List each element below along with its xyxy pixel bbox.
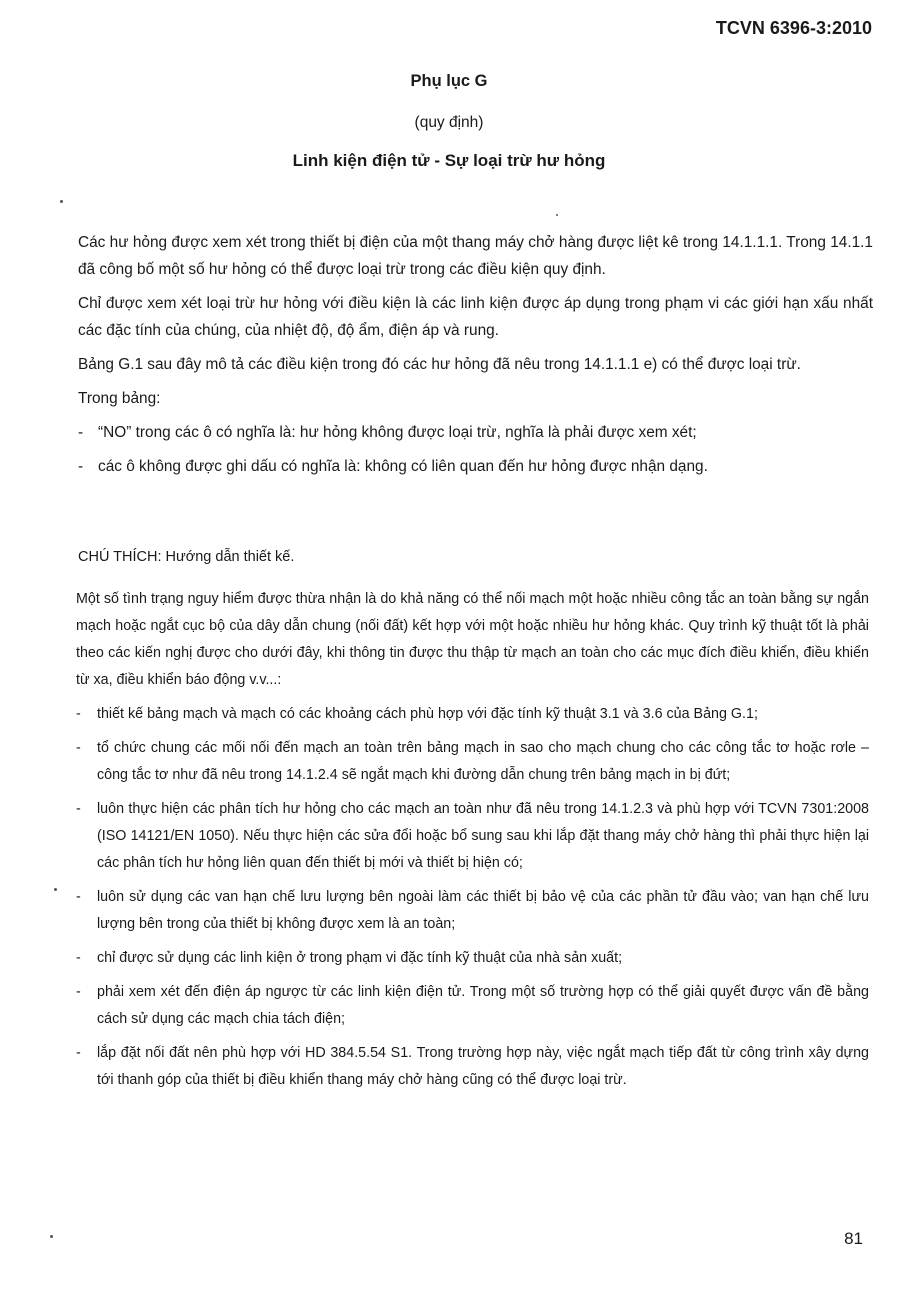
intro-paragraph-2: Chỉ được xem xét loại trừ hư hỏng với điều kiện là các linh kiện được áp dụng trong phạm vi các giới hạn xấu nhất các đặc tính của chúng, của nhiệt độ, độ ẩm, điện áp và rung. [78, 295, 873, 339]
dash-marker: - [78, 458, 84, 475]
dash-marker: - [76, 950, 81, 966]
guidance-section [76, 586, 869, 1101]
appendix-type: (quy định) [414, 114, 484, 131]
intro-dash-item [78, 453, 873, 480]
list-item-text: luôn thực hiện các phân tích hư hỏng cho các mạch an toàn như đã nêu trong 14.1.2.3 và phù hợp với TCVN 7301:2008 (ISO 14121/EN 1050). Nếu thực hiện các sửa đổi hoặc bổ sung sau khi lắp đặt thang máy chở hàng thì phải thực hiện lại các phân tích hư hỏng liên quan đến thiết bị mới và thiết bị hiện có; [97, 801, 869, 871]
scan-speck [556, 214, 558, 216]
guidance-intro: Một số tình trạng nguy hiểm được thừa nhận là do khả năng có thể nối mạch một hoặc nhiều công tắc an toàn bằng sự ngắn mạch hoặc ngắt cục bộ của dây dẫn chung (nối đất) kết hợp với một hoặc nhiều hư hỏng khác. Quy trình kỹ thuật tốt là phải theo các kiến nghị được cho dưới đây, khi thông tin được thu thập từ mạch an toàn cho các mục đích điều khiển, điều khiển từ xa, điều khiển báo động v.v...: [76, 591, 869, 688]
list-item [76, 979, 869, 1033]
list-item [76, 945, 869, 972]
list-item-text: chỉ được sử dụng các linh kiện ở trong phạm vi đặc tính kỹ thuật của nhà sản xuất; [97, 950, 623, 966]
appendix-heading: Linh kiện điện tử - Sự loại trừ hư hỏng [292, 151, 606, 170]
scan-speck [54, 888, 57, 891]
appendix-title: Phụ lục G [410, 72, 488, 90]
intro-dash-text: các ô không được ghi dấu có nghĩa là: không có liên quan đến hư hỏng được nhận dạng. [98, 458, 708, 475]
standard-code: TCVN 6396-3:2010 [715, 18, 872, 38]
list-item-text: lắp đặt nối đất nên phù hợp với HD 384.5.54 S1. Trong trường hợp này, việc ngắt mạch tiếp đất từ công trình xây dựng tới thanh góp của thiết bị điều khiển thang máy chở hàng cũng có thể được loại trừ. [97, 1045, 869, 1088]
intro-paragraph-3: Bảng G.1 sau đây mô tả các điều kiện trong đó các hư hỏng đã nêu trong 14.1.1.1 e) có thể được loại trừ. [78, 356, 801, 373]
intro-paragraph-4: Trong bảng: [78, 390, 161, 407]
intro-dash-text: “NO” trong các ô có nghĩa là: hư hỏng không được loại trừ, nghĩa là phải được xem xét; [98, 424, 697, 441]
note-label: CHÚ THÍCH: Hướng dẫn thiết kế. [78, 549, 295, 565]
intro-paragraph-1: Các hư hỏng được xem xét trong thiết bị điện của một thang máy chở hàng được liệt kê trong 14.1.1.1. Trong 14.1.1 đã công bố một số hư hỏng có thể được loại trừ trong các điều kiện quy định. [78, 234, 873, 278]
guidance-list [76, 701, 869, 1094]
dash-marker: - [78, 424, 84, 441]
dash-marker: - [76, 706, 81, 722]
dash-marker: - [76, 740, 81, 756]
dash-marker: - [76, 984, 81, 1000]
dash-marker: - [76, 1045, 81, 1061]
list-item [76, 884, 869, 938]
list-item-text: luôn sử dụng các van hạn chế lưu lượng bên ngoài làm các thiết bị bảo vệ của các phần tử đầu vào; van hạn chế lưu lượng bên trong của thiết bị không được xem là an toàn; [97, 889, 869, 932]
scan-speck [50, 1235, 53, 1238]
dash-marker: - [76, 889, 81, 905]
list-item-text: thiết kế bảng mạch và mạch có các khoảng cách phù hợp với đặc tính kỹ thuật 3.1 và 3.6 của Bảng G.1; [97, 706, 758, 722]
list-item-text: phải xem xét đến điện áp ngược từ các linh kiện điện tử. Trong một số trường hợp có thể giải quyết được vấn đề bằng cách sử dụng các mạch chia tách điện; [97, 984, 869, 1027]
list-item [76, 796, 869, 877]
list-item-text: tổ chức chung các mối nối đến mạch an toàn trên bảng mạch in sao cho mạch chung cho các công tắc tơ hoặc rơle – công tắc tơ như đã nêu trong 14.1.2.4 sẽ ngắt mạch khi đường dẫn chung trên bảng mạch in bị đứt; [97, 740, 869, 783]
list-item [76, 735, 869, 789]
list-item [76, 1040, 869, 1094]
page-number: 81 [844, 1229, 863, 1248]
intro-dash-item [78, 419, 873, 446]
list-item [76, 701, 869, 728]
dash-marker: - [76, 801, 81, 817]
scan-speck [60, 200, 63, 203]
intro-section [78, 229, 873, 487]
